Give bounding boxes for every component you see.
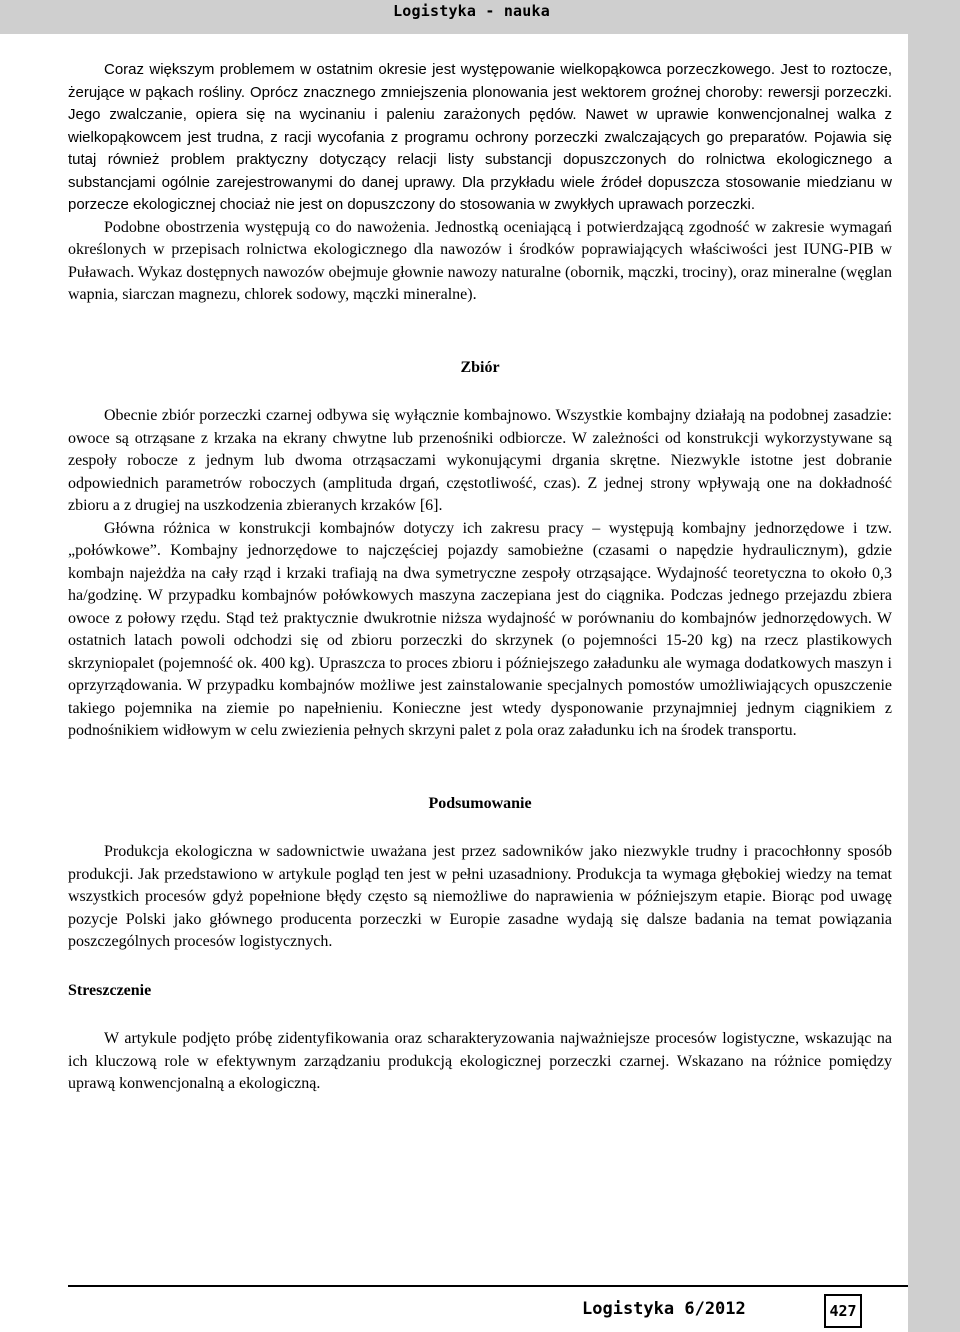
section-heading-streszczenie: Streszczenie <box>68 981 152 999</box>
page-number: 427 <box>824 1294 862 1328</box>
paragraph: Obecnie zbiór porzeczki czarnej odbywa się wyłącznie kombajnowo. Wszystkie kombajny działają na podobnej zasadzie: owoce są otrząsane z krzaka na ekrany chwytne lub przenośniki odbiorcze. W zależności od konstrukcji wykorzystywane są zespoły robocze z jednym lub dwoma otrząsaczami wykonującymi drgania skrętne. Niezwykle istotne jest dobranie odpowiednich parametrów roboczych (amplituda drgań, częstotliwość, czas). Z jednej strony wpływają one na dokładność zbioru a z drugiej na uszkodzenia zbieranych krzaków [6]. <box>68 407 892 514</box>
side-bar <box>908 34 960 1332</box>
paragraph: Coraz większym problemem w ostatnim okresie jest występowanie wielkopąkowca porzeczkowego. Jest to roztocze, żerujące w pąkach rośliny. Oprócz znacznego zmniejszenia plonowania jest wektorem groźnej choroby: rewersji porzeczki. Jego zwalczanie, opiera się na wycinaniu i paleniu zarażonych pędów. Nawet w uprawie konwencjonalnej walka z wielkopąkowcem jest trudna, z racji wycofania z programu ochrony porzeczki zwalczających go preparatów. Pojawia się tutaj również problem praktyczny dotyczący relacji listy substancji dopuszczonych do rolnictwa ekologicznego a substancjami ogólnie zarejestrowanymi do danej uprawy. Dla przykładu wiele źródeł dopuszcza stosowanie miedzianu w porzecze ekologicznej chociaż nie jest on dopuszczony do stosowania w zwykłych uprawach porzeczki. <box>68 61 892 213</box>
section-heading-zbior: Zbiór <box>460 358 500 376</box>
footer-journal-issue: Logistyka 6/2012 <box>582 1299 746 1319</box>
header-bar <box>0 0 960 34</box>
journal-section-title: Logistyka - nauka <box>393 2 550 20</box>
paragraph: W artykule podjęto próbę zidentyfikowania oraz scharakteryzowania najważniejsze procesów logistyczne, wskazując na ich kluczową role w efektywnym zarządzaniu produkcją ekologicznej porzeczki czarnej. Wskazano na różnice pomiędzy uprawą konwencjonalną a ekologiczną. <box>68 1030 892 1092</box>
paragraph: Produkcja ekologiczna w sadownictwie uważana jest przez sadowników jako niezwykle trudny i pracochłonny sposób produkcji. Jak przedstawiono w artykule pogląd ten jest w pełni uzasadniony. Produkcja ta wymaga głębokiej wiedzy na temat wszystkich procesów gdyż popełnione błędy często są niemożliwe do naprawienia w późniejszym etapie. Biorąc pod uwagę pozycje Polski jako głównego producenta porzeczki w Europie zasadne wydają się dalsze badania na temat powiązania poszczególnych procesów logistycznych. <box>68 843 892 950</box>
article-body <box>68 59 892 1096</box>
section-heading-podsumowanie: Podsumowanie <box>428 794 532 812</box>
paragraph: Podobne obostrzenia występują co do nawożenia. Jednostką oceniającą i potwierdzającą zgodność w zakresie wymagań określonych w przepisach rolnictwa ekologicznego dla nawozów i środków poprawiających właściwości jest IUNG-PIB w Puławach. Wykaz dostępnych nawozów obejmuje głownie nawozy naturalne (obornik, mączki, trociny), oraz mineralne (węglan wapnia, siarczan magnezu, chlorek sodowy, mączki mineralne). <box>68 218 892 303</box>
paragraph: Główna różnica w konstrukcji kombajnów dotyczy ich zakresu pracy – występują kombajny jednorzędowe i tzw. „połówkowe”. Kombajny jednorzędowe to najczęściej pojazdy samobieżne (czasami o napędzie hydraulicznym), gdzie kombajn najeżdża na cały rząd i krzaki trafiają na dwa symetryczne zespoły otrząsające. Wydajność teoretyczna to około 0,3 ha/godzinę. W przypadku kombajnów połówkowych maszyna zaczepiana jest do ciągnika. Podczas jednego przejazdu zbiera owoce z połowy rzędu. Stąd też praktycznie dwukrotnie niższa wydajność w porównaniu do kombajnów jednorzędowych. W ostatnich latach powoli odchodzi się od zbioru porzeczki do skrzynek (o pojemności 15-20 kg) na rzecz plastikowych skrzyniopalet (pojemność ok. 400 kg). Upraszcza to proces zbioru i późniejszego załadunku ale wymaga dodatkowych maszyn i oprzyrządowania. W przypadku kombajnów możliwe jest zainstalowanie specjalnych pomostów umożliwiających opuszczenie takiego pojemnika na ziemie po napełnieniu. Konieczne jest wtedy dysponowanie przynajmniej jednym ciągnikiem z podnośnikiem widłowym w celu zwiezienia pełnych skrzyni palet z pola oraz załadunku ich na środek transportu. <box>68 519 892 739</box>
footer-rule <box>68 1285 908 1287</box>
